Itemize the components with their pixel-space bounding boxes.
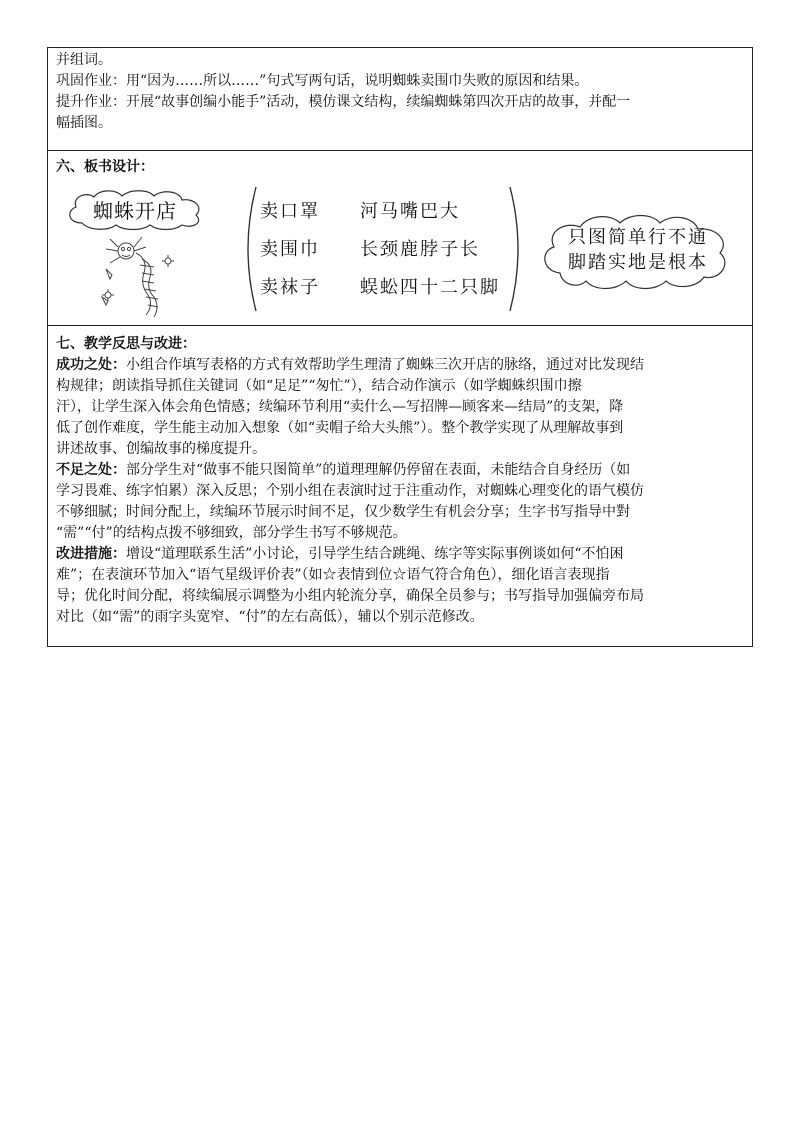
row-customer: 长颈鹿脖子长 [360,239,480,260]
shortfall-line-3: 不够细腻；时间分配上，续编环节展示时间不足，仅少数学生有机会分享；生字书写指导中對 [56,504,630,520]
board-row [260,267,530,305]
shortfall-label: 不足之处： [56,462,126,478]
lesson-plan-table [47,47,753,647]
success-line-1: 小组合作填写表格的方式有效帮助学生理清了蜘蛛三次开店的脉络，通过对比发现结 [126,357,644,373]
improve-label: 改进措施： [56,546,126,562]
shortfall-line-1: 部分学生对“做事不能只图简单”的道理理解仍停留在表面，未能结合自身经历（如 [126,462,631,478]
success-para [56,355,744,376]
title-cloud [60,187,210,231]
success-line-3: 汗），让学生深入体会角色情感；续编环节利用“卖什么—写招牌—顾客来—结局”的支架，降 [56,399,624,415]
row-customer: 河马嘴巴大 [360,201,460,222]
homework-line-3: 提升作业：开展“故事创编小能手”活动，模仿课文结构，续编蜘蛛第四次开店的故事，并配一 [56,94,631,110]
board-row [260,229,530,267]
board-rows [260,191,530,305]
reflection-heading: 七、教学反思与改进： [56,336,196,352]
lesson-note-line-2: 脚踏实地是根本 [568,252,708,273]
shortfall-line-2: 学习畏难、练字怕累）深入反思；个别小组在表演时过于注重动作，对蜘蛛心理变化的语气模仿 [56,483,644,499]
board-list [238,183,528,315]
improve-line-2: 难”；在表演环节加入“语气星级评价表”（如☆表情到位☆语气符合角色），细化语言表现指 [56,567,610,583]
improve-para [56,544,744,565]
row-item: 卖口罩 [260,201,320,222]
row-item: 卖袜子 [260,277,320,298]
board-design-heading: 六、板书设计： [56,159,154,175]
row-customer: 蜈蚣四十二只脚 [360,277,500,298]
homework-line-2: 巩固作业：用“因为……所以……”句式写两句话，说明蜘蛛卖围巾失败的原因和结果。 [56,73,589,89]
homework-line-4: 幅插图。 [56,115,112,131]
lesson-cloud [536,211,736,291]
lesson-note-line-1: 只图简单行不通 [568,227,708,248]
board-title: 蜘蛛开店 [93,198,177,223]
success-line-2: 构规律；朗读指导抓住关键词（如“足足”“匆忙”），结合动作演示（如学蜘蛛织围巾擦 [56,378,582,394]
board-diagram [48,181,752,321]
board-row [260,191,530,229]
lesson-note [558,225,718,275]
spider-illustration-icon [96,229,186,319]
reflection-section [48,326,752,646]
improve-line-3: 导；优化时间分配，将续编展示调整为小组内轮流分享，确保全员参与；书写指导加强偏旁布局 [56,588,644,604]
success-line-5: 讲述故事、创编故事的梯度提升。 [56,441,266,457]
homework-line-1: 并组词。 [56,52,112,68]
board-design-section [48,151,752,326]
shortfall-para [56,460,744,481]
homework-section [48,48,752,151]
success-label: 成功之处： [56,357,126,373]
improve-line-4: 对比（如“需”的雨字头宽窄、“付”的左右高低），辅以个别示范修改。 [56,609,484,625]
row-item: 卖围巾 [260,239,320,260]
success-line-4: 低了创作难度，学生能主动加入想象（如“卖帽子给大头熊”）。整个教学实现了从理解故事到 [56,420,624,436]
improve-line-1: 增设“道理联系生活”小讨论，引导学生结合跳绳、练字等实际事例谈如何“不怕困 [126,546,624,562]
shortfall-line-4: “需”“付”的结构点拨不够细致，部分学生书写不够规范。 [56,525,407,541]
